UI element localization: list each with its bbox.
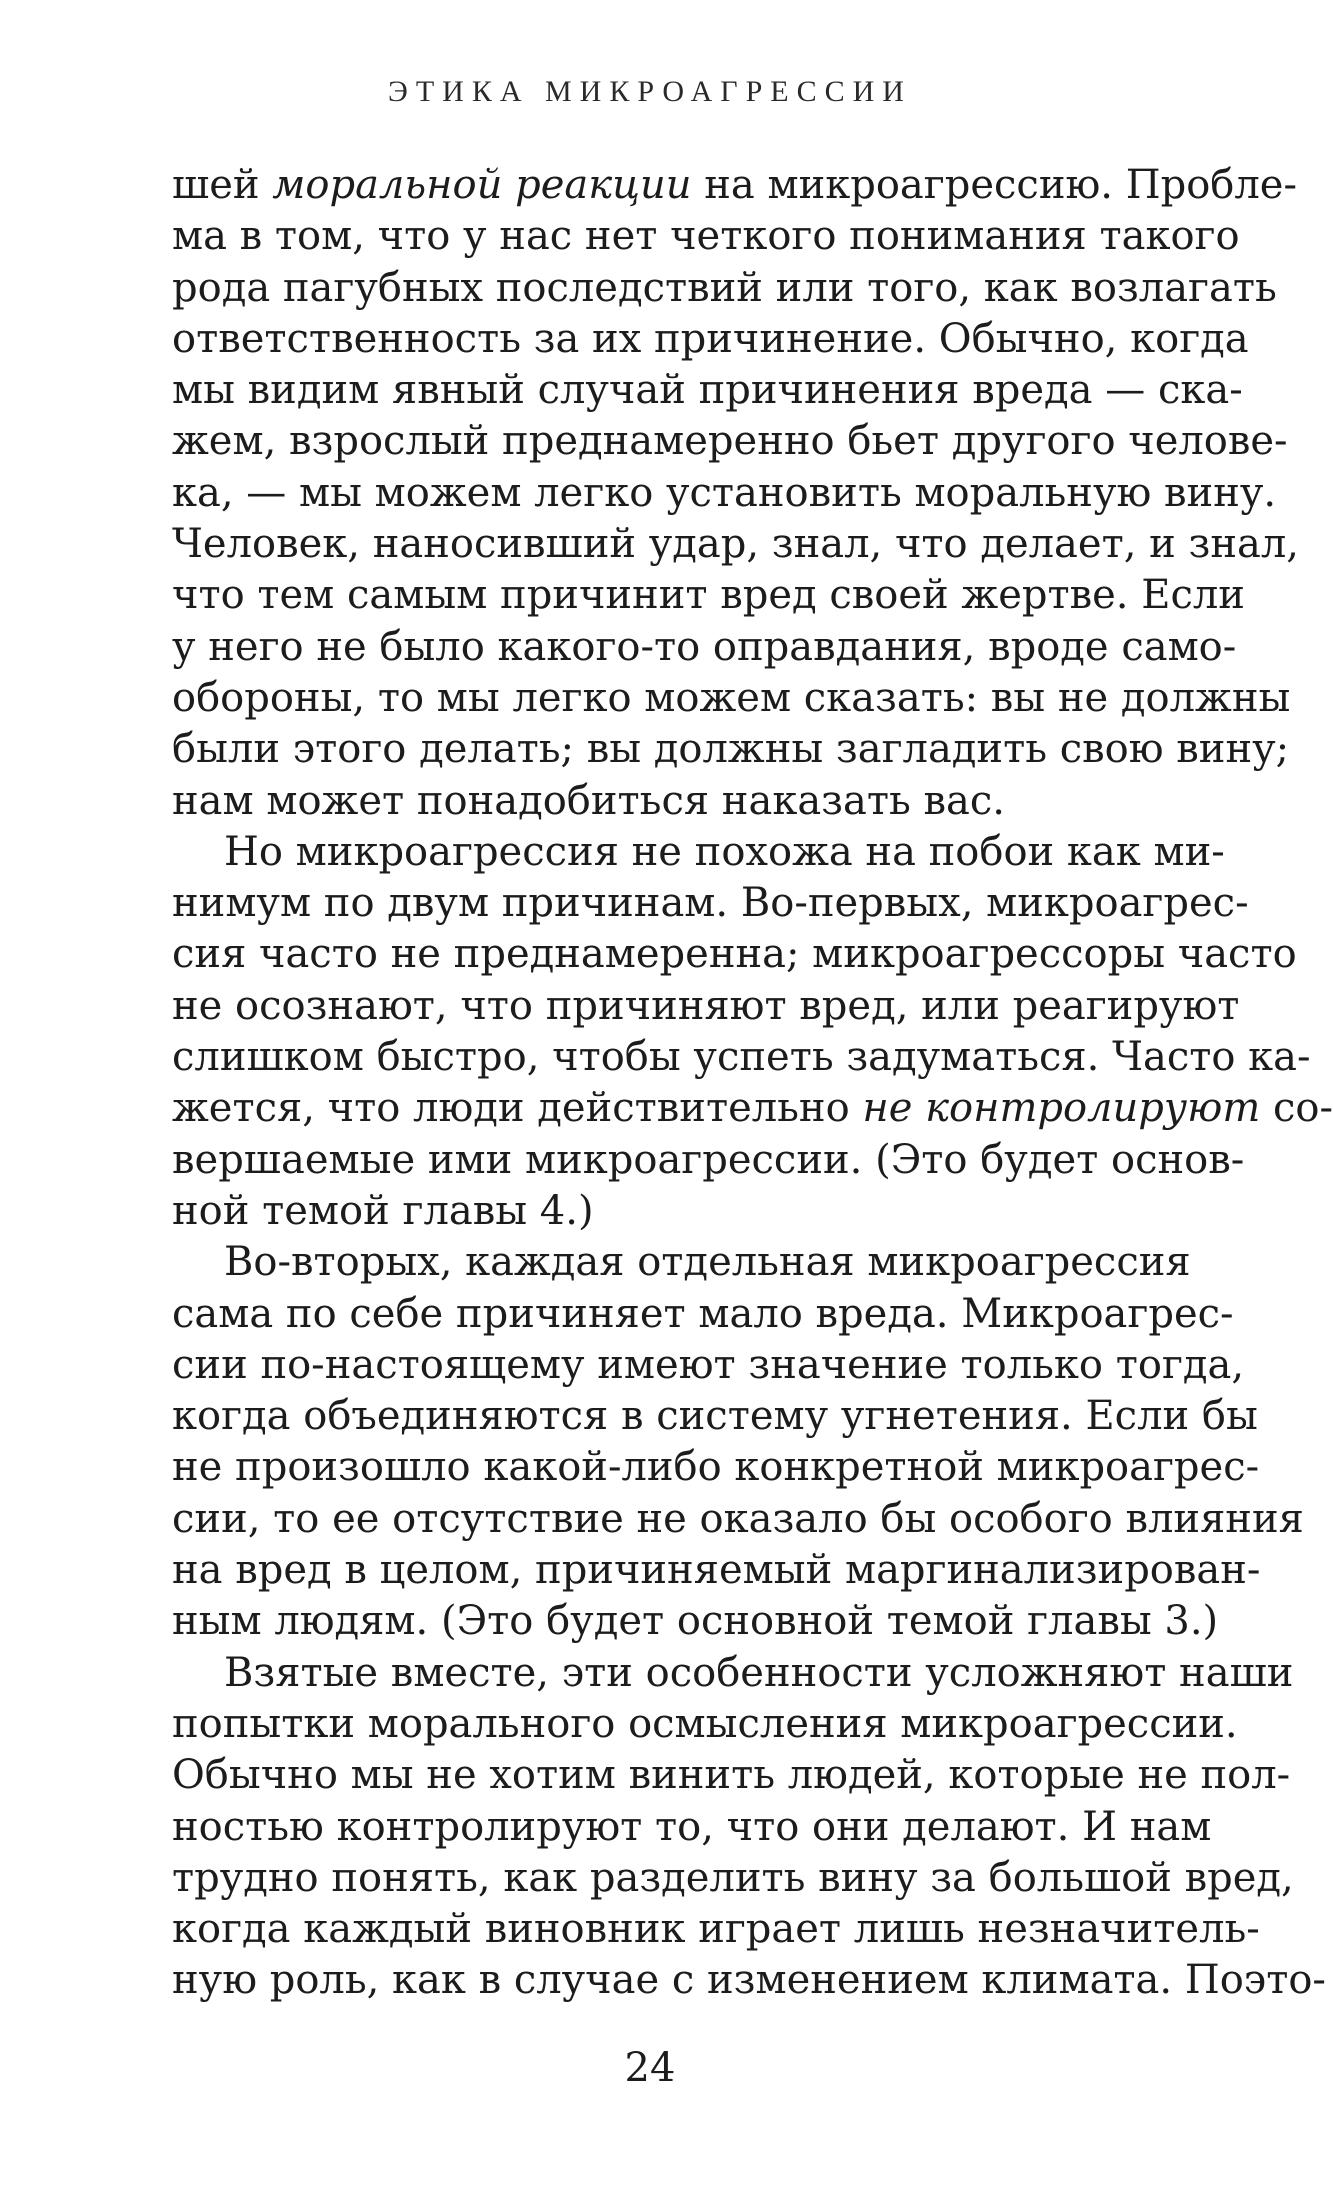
- page-number: 24: [624, 2045, 676, 2091]
- text-line: шей моральной реакции на микроагрессию. Пробле-: [172, 162, 1297, 208]
- text-line: когда объединяются в систему угнетения. Если бы: [172, 1393, 1258, 1440]
- text-line: ную роль, как в случае с изменением климата. Поэто-: [172, 1957, 1326, 2004]
- text-line: вершаемые ими микроагрессии. (Это будет основ-: [172, 1136, 1245, 1183]
- text-line: не осознают, что причиняют вред, или реагируют: [172, 982, 1240, 1029]
- text-line: сии по-настоящему имеют значение только тогда,: [172, 1341, 1245, 1388]
- text-line: Обычно мы не хотим винить людей, которые не пол-: [172, 1752, 1291, 1799]
- text-line: Но микроагрессия не похожа на побои как ми-: [224, 828, 1225, 875]
- text-line: были этого делать; вы должны загладить свою вину;: [172, 726, 1290, 773]
- text-line: сия часто не преднамеренна; микроагрессоры часто: [172, 931, 1297, 978]
- text-line: что тем самым причинит вред своей жертве. Если: [172, 572, 1245, 619]
- text-line: не произошло какой-либо конкретной микроагрес-: [172, 1444, 1260, 1491]
- text-line: нимум по двум причинам. Во-первых, микроагрес-: [172, 880, 1249, 927]
- text-line: попытки морального осмысления микроагрессии.: [172, 1700, 1238, 1747]
- text-line: слишком быстро, чтобы успеть задуматься. Часто ка-: [172, 1034, 1311, 1081]
- text-line: Человек, наносивший удар, знал, что делает, и знал,: [172, 521, 1299, 568]
- text-line: Взятые вместе, эти особенности усложняют наши: [224, 1649, 1294, 1696]
- text-line: жется, что люди действительно не контролируют со-: [172, 1085, 1333, 1132]
- text-line: трудно понять, как разделить вину за большой вред,: [172, 1854, 1294, 1901]
- body-text: [172, 160, 1333, 2007]
- text-line: ной темой главы 4.): [172, 1187, 594, 1234]
- text-line: ка, — мы можем легко установить моральную вину.: [172, 469, 1277, 516]
- running-head: ЭТИКА МИКРОАГРЕССИИ: [388, 75, 912, 108]
- text-line: сама по себе причиняет мало вреда. Микроагрес-: [172, 1290, 1234, 1337]
- text-line: ответственность за их причинение. Обычно, когда: [172, 315, 1249, 362]
- text-line: Во-вторых, каждая отдельная микроагрессия: [224, 1239, 1191, 1286]
- text-line: ма в том, что у нас нет четкого понимания такого: [172, 213, 1240, 260]
- text-line: мы видим явный случай причинения вреда — ска-: [172, 367, 1243, 414]
- text-line: рода пагубных последствий или того, как возлагать: [172, 264, 1277, 311]
- text-line: когда каждый виновник играет лишь незначитель-: [172, 1906, 1260, 1953]
- text-line: жем, взрослый преднамеренно бьет другого челове-: [172, 418, 1288, 465]
- text-line: нам может понадобиться наказать вас.: [172, 777, 1005, 824]
- text-line: обороны, то мы легко можем сказать: вы не должны: [172, 674, 1291, 721]
- text-line: у него не было какого-то оправдания, вроде само-: [172, 623, 1237, 670]
- text-line: ным людям. (Это будет основной темой главы 3.): [172, 1598, 1219, 1645]
- text-line: сии, то ее отсутствие не оказало бы особого влияния: [172, 1495, 1304, 1542]
- text-line: на вред в целом, причиняемый маргинализирован-: [172, 1547, 1261, 1594]
- text-line: ностью контролируют то, что они делают. И нам: [172, 1803, 1212, 1850]
